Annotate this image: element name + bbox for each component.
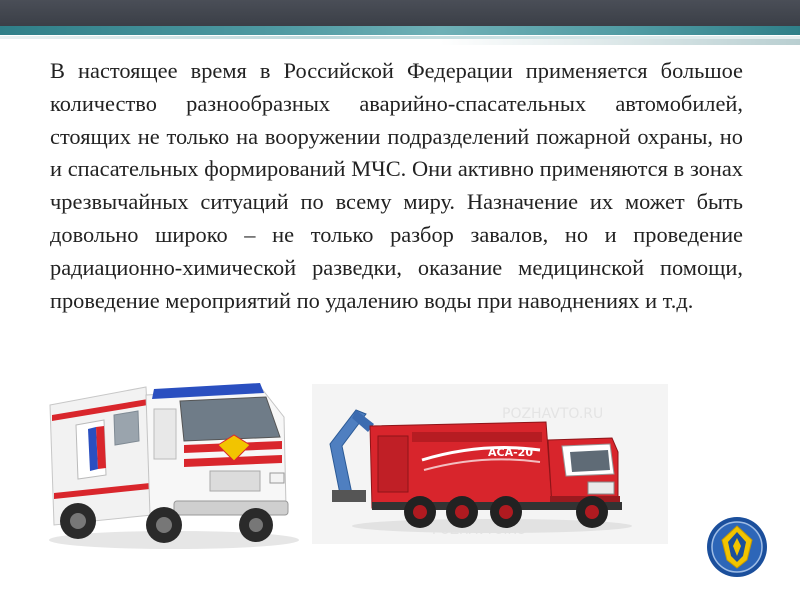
truck-side-label: АСА-20	[488, 446, 533, 459]
watermark-text: POZHAVTO.RU	[502, 406, 604, 422]
emercom-emblem-icon	[706, 516, 768, 578]
white-rescue-truck-icon	[34, 375, 302, 555]
slide-body-text: В настоящее время в Российской Федерации применяется большое количество разнообразных аварийно-спасательных автомобилей, стоящих не только на вооружении подразделений пожарной охраны, но и спасательных формирований МЧС. Они активно применяются в зонах чрезвычайных ситуаций по всему миру. Назначение их может быть довольно широко – не только разбор завалов, но и проведение радиационно-химической разведки, оказание медицинской помощи, проведение мероприятий по удалению воды при наводнениях и т.д.	[50, 58, 743, 313]
header-accent-bar	[0, 26, 800, 35]
header-bar	[0, 0, 800, 26]
header-shadow	[0, 39, 800, 45]
red-fire-rescue-truck-icon	[312, 384, 668, 544]
